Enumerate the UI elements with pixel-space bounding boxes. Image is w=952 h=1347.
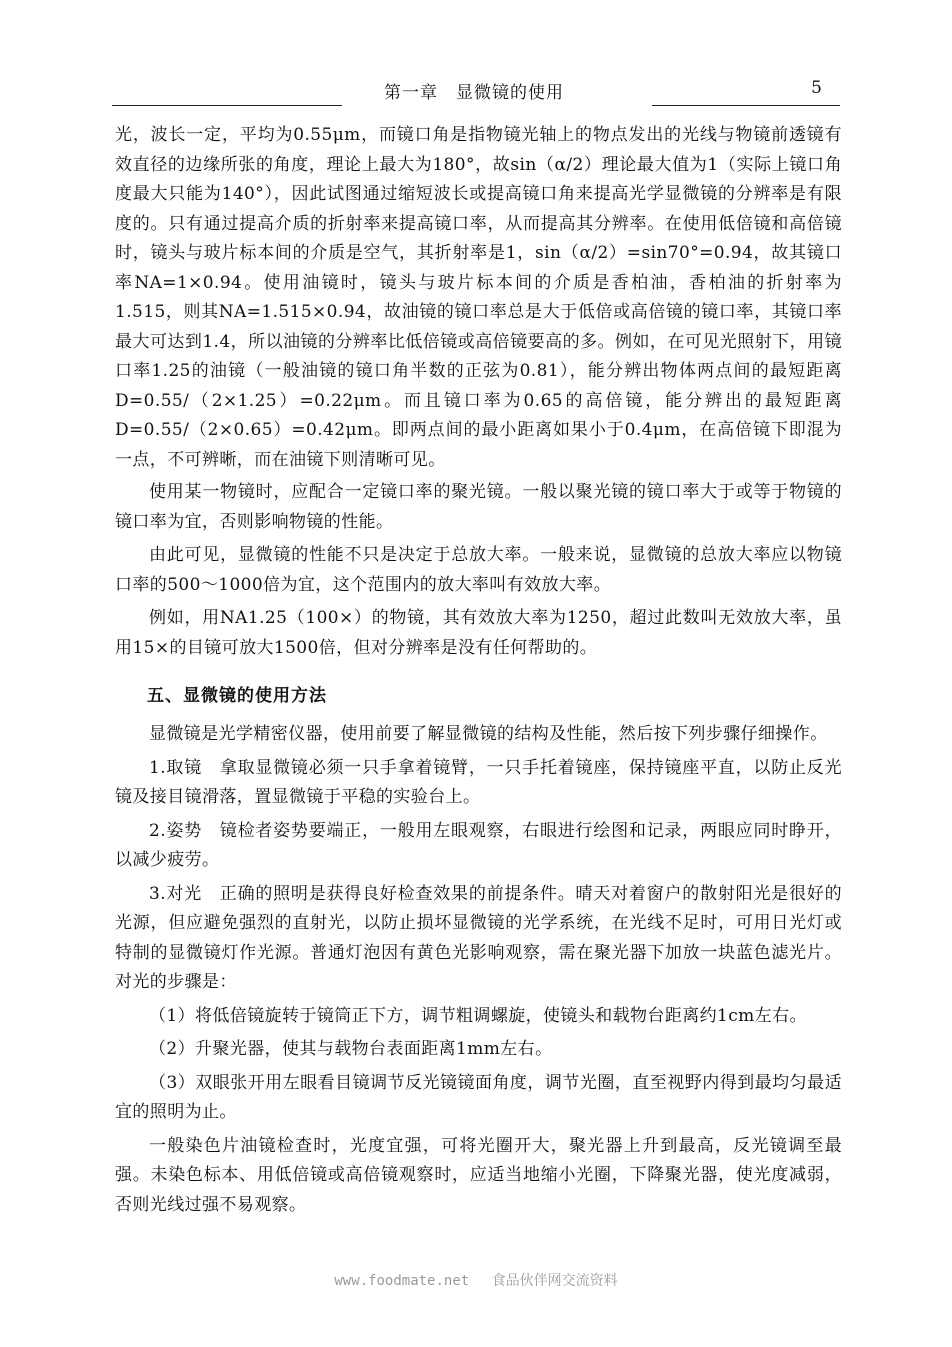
header-rule-left: [112, 105, 342, 106]
paragraph: 光，波长一定，平均为0.55μm，而镜口角是指物镜光轴上的物点发出的光线与物镜前透镜有效直径的边缘所张的角度，理论上最大为180°，故sin（α/2）理论最大值为1（实际上镜口角度最大只能为140°），因此试图通过缩短波长或提高镜口角来提高光学显微镜的分辨率是有限度的。只有通过提高介质的折射率来提高镜口率，从而提高其分辨率。在使用低倍镜和高倍镜时，镜头与玻片标本间的介质是空气，其折射率是1，sin（α/2）=sin70°=0.94，故其镜口率NA=1×0.94。使用油镜时，镜头与玻片标本间的介质是香柏油，香柏油的折射率为1.515，则其NA=1.515×0.94，故油镜的镜口率总是大于低倍或高倍镜的镜口率，其镜口率最大可达到1.4，所以油镜的分辨率比低倍镜或高倍镜要高的多。例如，在可见光照射下，用镜口率1.25的油镜（一般油镜的镜口角半数的正弦为0.81），能分辨出物体两点间的最短距离D=0.55/（2×1.25）=0.22μm。而且镜口率为0.65的高倍镜，能分辨出的最短距离D=0.55/（2×0.65）=0.42μm。即两点间的最小距离如果小于0.4μm，在高倍镜下即混为一点，不可辨晰，而在油镜下则清晰可见。: [115, 125, 842, 470]
page-header: [112, 78, 840, 106]
paragraph: 例如，用NA1.25（100×）的物镜，其有效放大率为1250，超过此数叫无效放大率，虽用15×的目镜可放大1500倍，但对分辨率是没有任何帮助的。: [115, 608, 842, 658]
step-paragraph: 3.对光 正确的照明是获得良好检查效果的前提条件。晴天对着窗户的散射阳光是很好的光源，但应避免强烈的直射光，以防止损坏显微镜的光学系统，在光线不足时，可用日光灯或特制的显微镜灯作光源。普通灯泡因有黄色光影响观察，需在聚光器下加放一块蓝色滤光片。对光的步骤是：: [115, 883, 842, 992]
paragraph: 显微镜是光学精密仪器，使用前要了解显微镜的结构及性能，然后按下列步骤仔细操作。: [149, 724, 828, 744]
paragraph: 由此可见，显微镜的性能不只是决定于总放大率。一般来说，显微镜的总放大率应以物镜口率的500～1000倍为宜，这个范围内的放大率叫有效放大率。: [115, 545, 842, 595]
substep-paragraph: （1）将低倍镜旋转于镜筒正下方，调节粗调螺旋，使镜头和载物台距离约1cm左右。: [149, 1005, 807, 1026]
header-rule-right: [652, 105, 840, 106]
paragraph: 使用某一物镜时，应配合一定镜口率的聚光镜。一般以聚光镜的镜口率大于或等于物镜的镜口率为宜，否则影响物镜的性能。: [115, 482, 842, 532]
section-heading: 五、显微镜的使用方法: [147, 686, 327, 706]
chapter-title: 第一章 显微镜的使用: [384, 83, 564, 103]
step-paragraph: 1.取镜 拿取显微镜必须一只手拿着镜臂，一只手托着镜座，保持镜座平直，以防止反光镜及接目镜滑落，置显微镜于平稳的实验台上。: [115, 757, 842, 807]
step-paragraph: 2.姿势 镜检者姿势要端正，一般用左眼观察，右眼进行绘图和记录，两眼应同时睁开，以减少疲劳。: [115, 820, 842, 870]
paragraph: 一般染色片油镜检查时，光度宜强，可将光圈开大，聚光器上升到最高，反光镜调至最强。未染色标本、用低倍镜或高倍镜观察时，应适当地缩小光圈，下降聚光器，使光度减弱，否则光线过强不易观察。: [115, 1135, 842, 1215]
substep-paragraph: （3）双眼张开用左眼看目镜调节反光镜镜面角度，调节光圈，直至视野内得到最均匀最适宜的照明为止。: [115, 1072, 842, 1122]
body-text: [115, 121, 842, 1224]
substep-paragraph: （2）升聚光器，使其与载物台表面距离1mm左右。: [149, 1039, 553, 1059]
page-number: 5: [811, 78, 822, 98]
footer-watermark: www.foodmate.net 食品伙伴网交流资料: [334, 1273, 618, 1289]
